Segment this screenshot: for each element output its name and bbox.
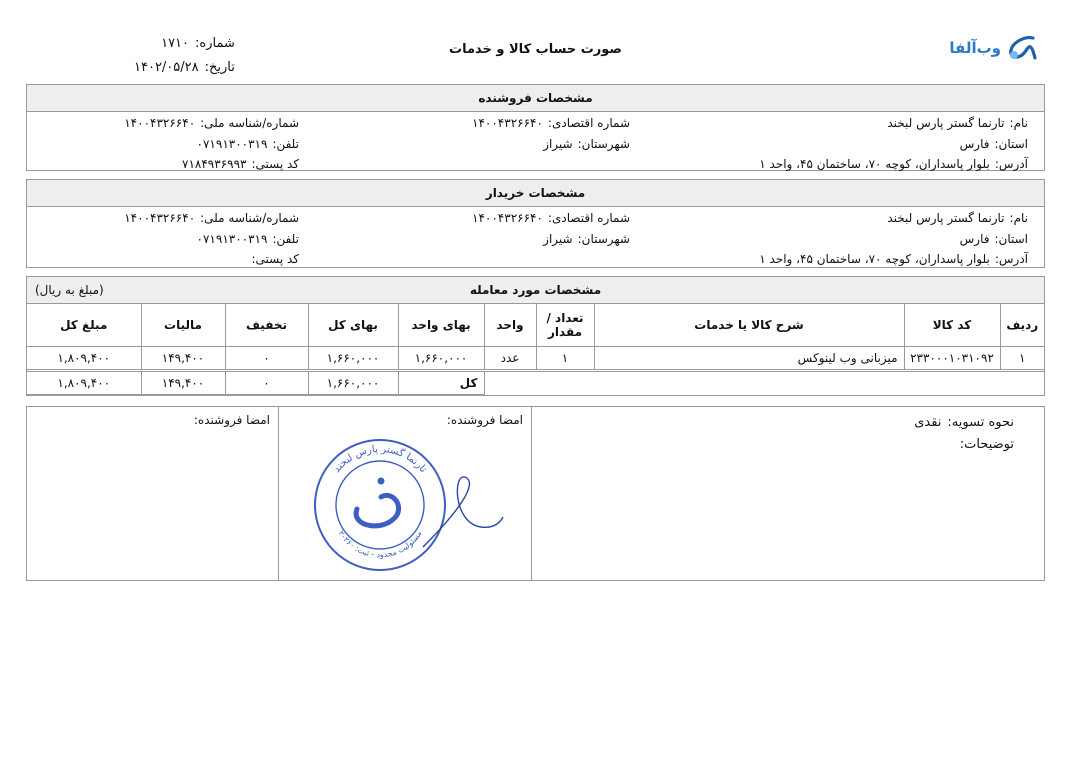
col-discount: تخفیف (225, 304, 308, 346)
col-unit: واحد (484, 304, 536, 346)
table-row (27, 346, 1044, 369)
invoice-number-row (134, 32, 235, 56)
invoice-date: ۱۴۰۲/۰۵/۲۸ (134, 60, 199, 75)
seller-signature-box (278, 407, 531, 580)
company-stamp-icon (305, 437, 505, 575)
item-discount: ۰ (225, 346, 308, 369)
seller-address-label: آدرس: (994, 157, 1028, 171)
invoice-number-label: شماره: (195, 36, 235, 51)
seller-postal-value: ۷۱۸۴۹۳۶۹۹۳ (182, 157, 247, 171)
invoice-date-row (134, 56, 235, 80)
seller-econ-number (472, 116, 630, 130)
items-table (27, 304, 1044, 395)
total-discount: ۰ (225, 371, 308, 394)
buyer-heading: مشخصات خریدار (27, 180, 1044, 207)
deal-heading-text: مشخصات مورد معامله (469, 283, 602, 297)
settlement-box (531, 407, 1044, 580)
seller-phone-value: ۰۷۱۹۱۳۰۰۳۱۹ (196, 137, 268, 151)
seller-postal-code (182, 157, 299, 171)
buyer-national-label: شماره/شناسه ملی: (200, 211, 299, 225)
seller-national-id (124, 116, 299, 130)
buyer-phone-value: ۰۷۱۹۱۳۰۰۳۱۹ (196, 232, 268, 246)
seller-heading: مشخصات فروشنده (27, 85, 1044, 112)
deal-panel (26, 276, 1045, 396)
col-qty: تعداد / مقدار (536, 304, 594, 346)
invoice-footer (26, 406, 1045, 581)
seller-address-value: بلوار پاسداران، کوچه ۷۰، ساختمان ۴۵، واحد ۱ (759, 157, 990, 171)
buyer-city (543, 232, 630, 246)
buyer-province-value: فارس (959, 232, 990, 246)
invoice-date-label: تاریخ: (204, 60, 235, 75)
item-unit: عدد (484, 346, 536, 369)
seller-signature-label: امضا فروشنده: (446, 413, 523, 427)
col-unit-price: بهای واحد (398, 304, 484, 346)
buyer-address-value: بلوار پاسداران، کوچه ۷۰، ساختمان ۴۵، واحد ۱ (759, 252, 990, 266)
buyer-postal-label: کد پستی: (251, 252, 299, 266)
item-tax: ۱۴۹,۴۰۰ (141, 346, 225, 369)
svg-text:تارنما گستر پارس لبخند: تارنما گستر پارس لبخند (331, 443, 429, 475)
total-row (27, 371, 1044, 394)
total-tax: ۱۴۹,۴۰۰ (141, 371, 225, 394)
settlement-value: نقدی (914, 415, 942, 430)
buyer-econ-number (472, 211, 630, 225)
seller-phone (197, 137, 299, 151)
total-blank (484, 371, 1044, 394)
buyer-postal-code (246, 252, 299, 266)
buyer-city-value: شیراز (543, 232, 573, 246)
buyer-phone (197, 232, 299, 246)
invoice-number: ۱۷۱۰ (161, 36, 190, 51)
buyer-signature-box (27, 407, 278, 580)
buyer-address (759, 252, 1028, 266)
col-total-price: بهای کل (308, 304, 398, 346)
logo-text: وب‌آلفا (949, 39, 1001, 57)
svg-text:مسئولیت محدود - ثبت: ۲۰۲۶۰: مسئولیت محدود - ثبت: ۲۰۲۶۰ (336, 529, 424, 560)
buyer-econ-value: ۱۴۰۰۴۳۲۶۶۴۰ (472, 211, 543, 225)
buyer-national-value: ۱۴۰۰۴۳۲۶۶۴۰ (124, 211, 196, 225)
total-label: کل (398, 371, 484, 394)
item-description: میزبانی وب لینوکس (594, 346, 904, 369)
col-code: کد کالا (904, 304, 1000, 346)
seller-city-label: شهرستان: (577, 137, 630, 151)
seller-province (960, 137, 1028, 151)
item-total-price: ۱,۶۶۰,۰۰۰ (308, 346, 398, 369)
buyer-national-id (124, 211, 299, 225)
seller-postal-label: کد پستی: (251, 157, 299, 171)
deal-heading (27, 277, 1044, 304)
buyer-address-label: آدرس: (994, 252, 1028, 266)
buyer-name-label: نام: (1009, 211, 1028, 225)
col-desc: شرح کالا یا خدمات (594, 304, 904, 346)
seller-econ-value: ۱۴۰۰۴۳۲۶۶۴۰ (472, 116, 543, 130)
buyer-name-value: تارنما گستر پارس لبخند (887, 211, 1005, 225)
col-row: ردیف (1000, 304, 1044, 346)
col-tax: مالیات (141, 304, 225, 346)
invoice-meta (134, 32, 235, 80)
seller-panel (26, 84, 1045, 171)
document-title: صورت حساب کالا و خدمات (449, 42, 622, 57)
seller-name-label: نام: (1009, 116, 1028, 130)
settlement-label: نحوه تسویه: (947, 415, 1014, 430)
seller-econ-label: شماره اقتصادی: (547, 116, 630, 130)
items-header-row (27, 304, 1044, 346)
total-price: ۱,۶۶۰,۰۰۰ (308, 371, 398, 394)
seller-national-value: ۱۴۰۰۴۳۲۶۶۴۰ (124, 116, 196, 130)
buyer-signature-label: امضا فروشنده: (193, 413, 270, 427)
item-amount: ۱,۸۰۹,۴۰۰ (27, 346, 141, 369)
seller-info (27, 112, 1044, 170)
buyer-province-label: استان: (994, 232, 1028, 246)
amount-unit-note: (مبلغ به ریال) (35, 283, 104, 297)
buyer-phone-label: تلفن: (272, 232, 299, 246)
buyer-province (960, 232, 1028, 246)
item-qty: ۱ (536, 346, 594, 369)
item-code: ۲۳۳۰۰۰۱۰۳۱۰۹۲ (904, 346, 1000, 369)
total-amount: ۱,۸۰۹,۴۰۰ (27, 371, 141, 394)
seller-name (887, 116, 1028, 130)
notes (960, 437, 1014, 452)
seller-province-label: استان: (994, 137, 1028, 151)
settlement-method (914, 415, 1014, 430)
buyer-panel (26, 179, 1045, 268)
seller-name-value: تارنما گستر پارس لبخند (887, 116, 1005, 130)
item-row-number: ۱ (1000, 346, 1044, 369)
seller-city (543, 137, 630, 151)
seller-national-label: شماره/شناسه ملی: (200, 116, 299, 130)
seller-address (759, 157, 1028, 171)
seller-province-value: فارس (959, 137, 990, 151)
buyer-econ-label: شماره اقتصادی: (547, 211, 630, 225)
notes-label: توضیحات: (959, 437, 1014, 452)
buyer-city-label: شهرستان: (577, 232, 630, 246)
seller-city-value: شیراز (543, 137, 573, 151)
buyer-name (887, 211, 1028, 225)
col-amount: مبلغ کل (27, 304, 141, 346)
invoice-header (26, 28, 1045, 78)
item-unit-price: ۱,۶۶۰,۰۰۰ (398, 346, 484, 369)
buyer-info (27, 207, 1044, 267)
seller-phone-label: تلفن: (272, 137, 299, 151)
